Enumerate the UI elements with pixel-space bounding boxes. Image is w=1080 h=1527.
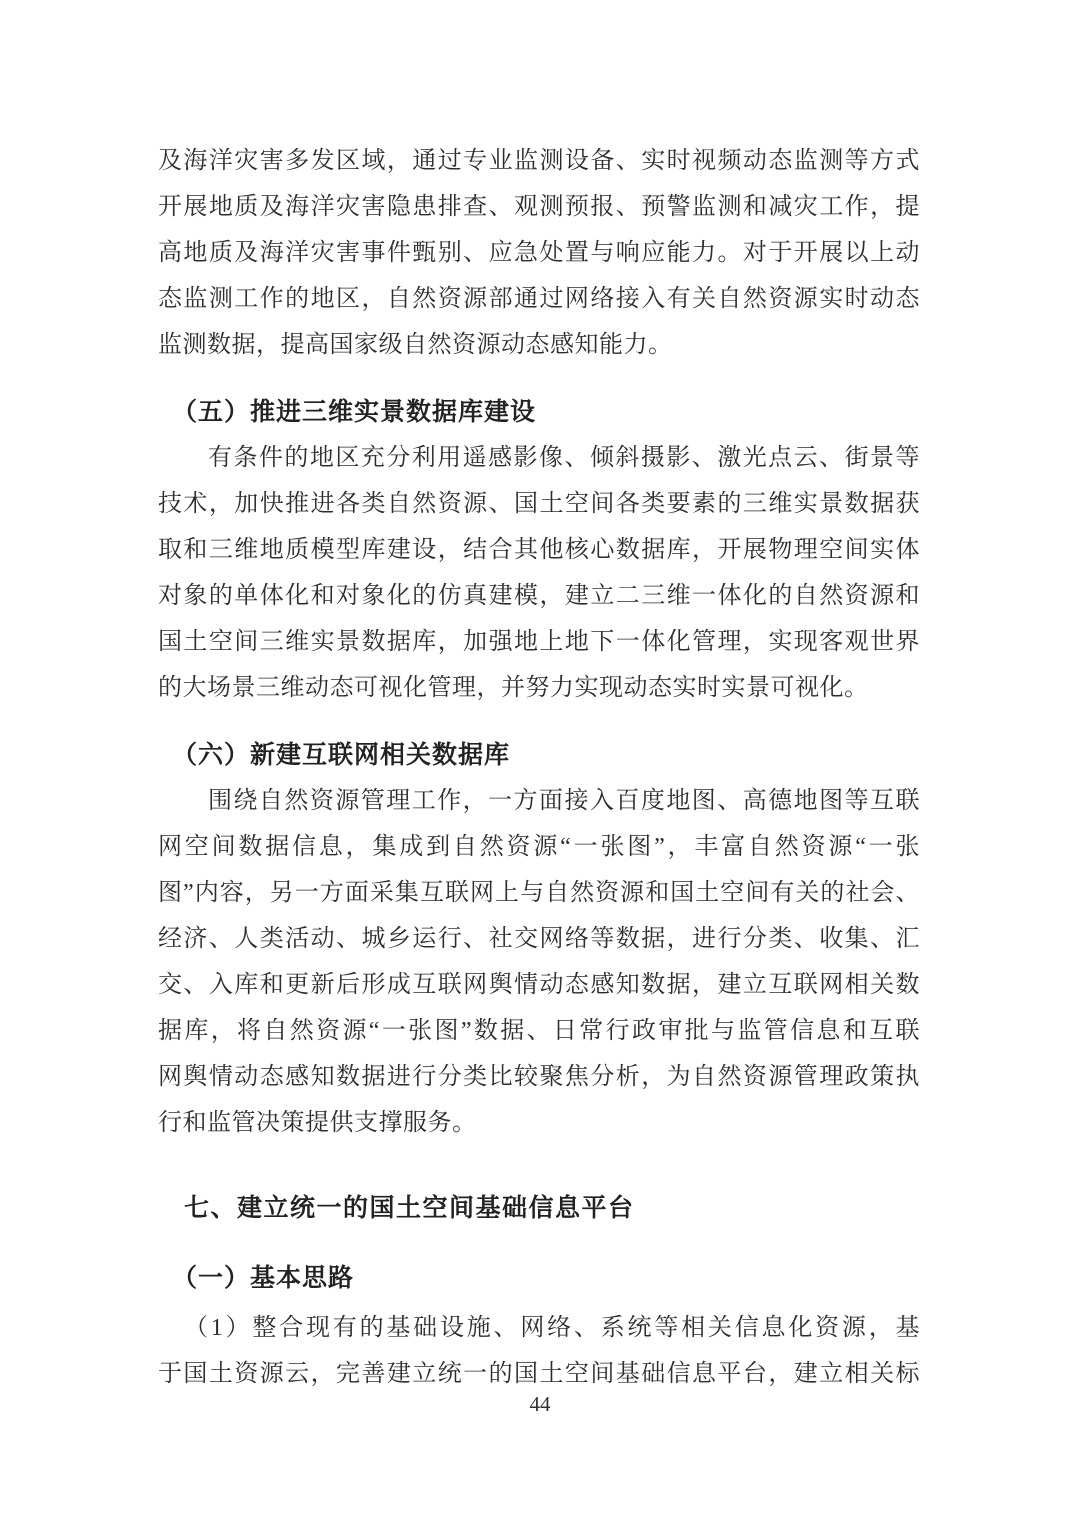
- text-line: 开展地质及海洋灾害隐患排查、观测预报、预警监测和减灾工作，提: [158, 194, 920, 220]
- text-line: 行和监管决策提供支撑服务。: [158, 1110, 477, 1136]
- text-line: 国土空间三维实景数据库，加强地上地下一体化管理，实现客观世界: [158, 629, 920, 655]
- text-line: 有条件的地区充分利用遥感影像、倾斜摄影、激光点云、街景等: [208, 445, 920, 471]
- text-line: 高地质及海洋灾害事件甄别、应急处置与响应能力。对于开展以上动: [158, 240, 920, 266]
- paragraph-3d-realscene-database: [158, 435, 920, 711]
- text-line: 取和三维地质模型库建设，结合其他核心数据库，开展物理空间实体: [158, 537, 920, 563]
- text-line: 技术，加快推进各类自然资源、国土空间各类要素的三维实景数据获: [158, 491, 920, 517]
- document-text-block: [158, 138, 920, 1397]
- heading-section-6: （六）新建互联网相关数据库: [172, 741, 511, 769]
- text-line: 的大场景三维动态可视化管理，并努力实现动态实时实景可视化。: [158, 675, 869, 701]
- paragraph-internet-database: [158, 778, 920, 1146]
- text-line: 据库，将自然资源“一张图”数据、日常行政审批与监管信息和互联: [158, 1018, 920, 1044]
- text-line: 态监测工作的地区，自然资源部通过网络接入有关自然资源实时动态: [158, 286, 920, 312]
- text-line: 监测数据，提高国家级自然资源动态感知能力。: [158, 332, 673, 358]
- paragraph-basic-approach: [158, 1305, 920, 1397]
- text-line: 图”内容，另一方面采集互联网上与自然资源和国土空间有关的社会、: [158, 880, 920, 906]
- text-line: 于国土资源云，完善建立统一的国土空间基础信息平台，建立相关标: [158, 1361, 920, 1387]
- text-line: 围绕自然资源管理工作，一方面接入百度地图、高德地图等互联: [208, 788, 920, 814]
- paragraph-disaster-monitoring: [158, 138, 920, 368]
- text-line: 网空间数据信息，集成到自然资源“一张图”，丰富自然资源“一张: [158, 834, 920, 860]
- text-line: 经济、人类活动、城乡运行、社交网络等数据，进行分类、收集、汇: [158, 926, 920, 952]
- text-line: 及海洋灾害多发区域，通过专业监测设备、实时视频动态监测等方式: [158, 148, 920, 174]
- text-line: 网舆情动态感知数据进行分类比较聚焦分析，为自然资源管理政策执: [158, 1064, 920, 1090]
- heading-section-5: （五）推进三维实景数据库建设: [172, 398, 537, 426]
- heading-chapter-7: 七、建立统一的国土空间基础信息平台: [184, 1194, 635, 1222]
- heading-section-7-1: （一）基本思路: [172, 1264, 355, 1292]
- page-number: 44: [529, 1392, 551, 1416]
- text-line: （1）整合现有的基础设施、网络、系统等相关信息化资源，基: [184, 1315, 920, 1341]
- text-line: 对象的单体化和对象化的仿真建模，建立二三维一体化的自然资源和: [158, 583, 920, 609]
- text-line: 交、入库和更新后形成互联网舆情动态感知数据，建立互联网相关数: [158, 972, 920, 998]
